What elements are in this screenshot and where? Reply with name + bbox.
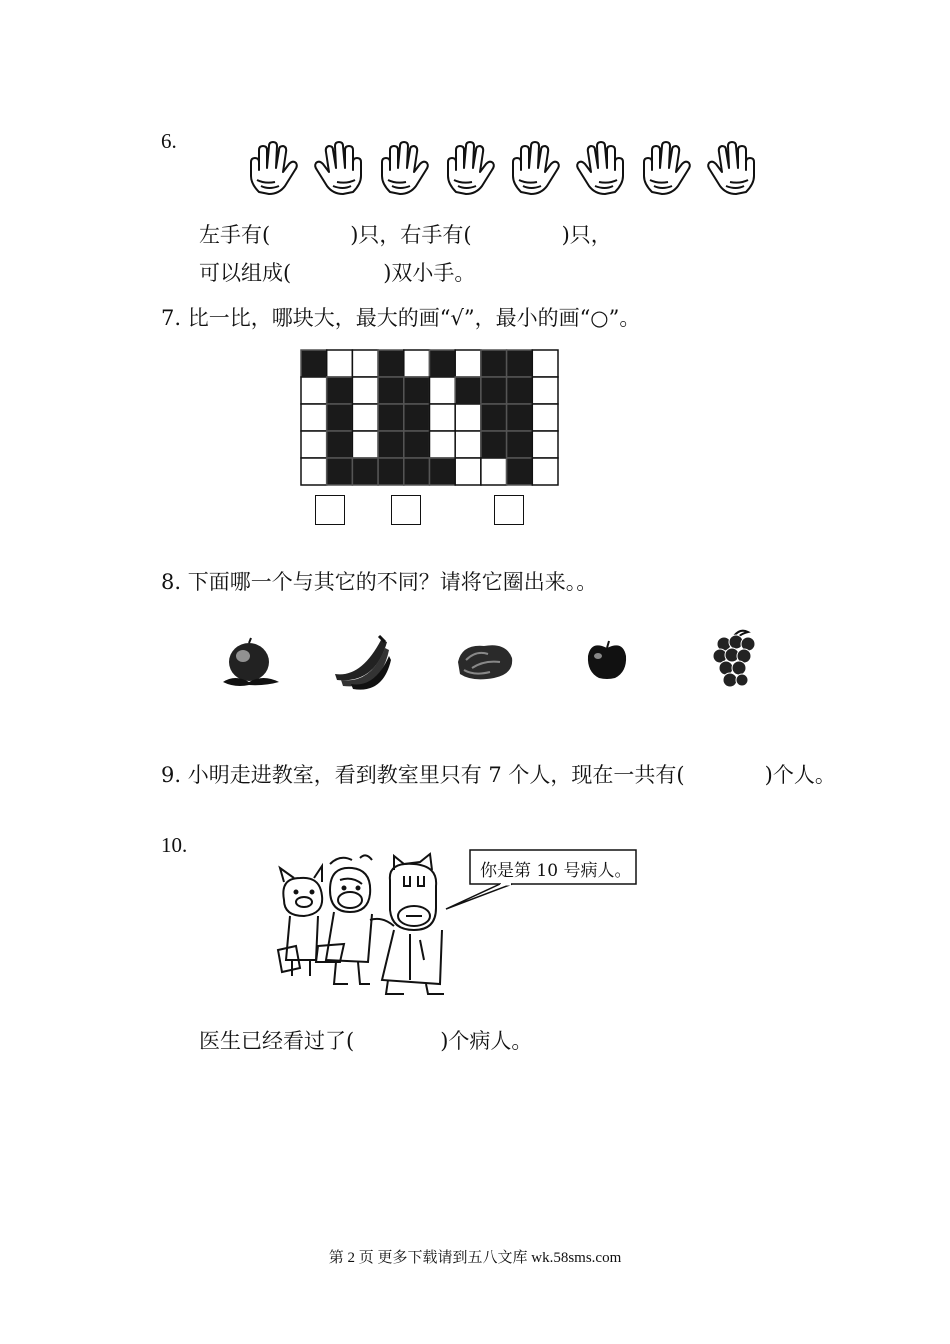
q9-text: 9. 小明走进教室，看到教室里只有 7 个人，现在一共有( [161, 763, 685, 787]
grid-cell-empty [352, 377, 378, 404]
grid-cell-empty [532, 404, 558, 431]
page-footer: 第 2 页 更多下载请到五八文库 wk.58sms.com [328, 1250, 622, 1266]
grid-cell-filled [378, 431, 404, 458]
right-hand-icon [638, 140, 694, 198]
grid-cell-empty [455, 431, 481, 458]
q10-number: 10. [161, 833, 188, 857]
q10-answer-label: 医生已经看过了( [199, 1029, 355, 1053]
grid-cell-filled [378, 404, 404, 431]
grid-cell-filled [404, 458, 430, 485]
q6-pairs-end: )双小手。 [383, 261, 476, 285]
grid-cell-empty [532, 431, 558, 458]
right-hand-icon [507, 140, 563, 198]
grid-cell-filled [327, 404, 353, 431]
speech-bubble-text: 你是第 10 号病人。 [480, 861, 632, 881]
grid-cell-empty [455, 458, 481, 485]
grid-cell-filled [481, 350, 507, 377]
q6-line-1-end: )只， [561, 223, 612, 247]
grid-cell-filled [352, 458, 378, 485]
q6-line-2 [199, 257, 475, 287]
left-hand-icon [311, 140, 367, 198]
grid-cell-filled [301, 350, 327, 377]
grid-cell-filled [507, 377, 533, 404]
grid-cell-filled [430, 350, 456, 377]
grid-cell-filled [327, 377, 353, 404]
q9-line [161, 759, 836, 789]
grid-cell-filled [404, 431, 430, 458]
left-hand-icon [573, 140, 629, 198]
grid-cell-empty [301, 458, 327, 485]
q6-pairs-label: 可以组成( [199, 261, 292, 285]
grid-cell-filled [327, 458, 353, 485]
grid-cell-filled [481, 377, 507, 404]
q8-prompt: 8. 下面哪一个与其它的不同？请将它圈出来。。 [161, 570, 598, 594]
grid-cell-empty [481, 458, 507, 485]
animals-queue-illustration [270, 850, 460, 1000]
q7-answer-box[interactable] [315, 495, 345, 525]
q7-grid [300, 349, 560, 487]
banana-icon[interactable] [331, 634, 393, 690]
grid-cell-filled [481, 404, 507, 431]
grid-cell-filled [404, 377, 430, 404]
grid-cell-empty [404, 350, 430, 377]
grid-cell-filled [507, 458, 533, 485]
grid-cell-empty [455, 350, 481, 377]
grid-cell-filled [455, 377, 481, 404]
grid-cell-filled [507, 350, 533, 377]
grid-cell-filled [507, 404, 533, 431]
grid-cell-empty [430, 377, 456, 404]
grid-cell-empty [301, 404, 327, 431]
right-hand-icon [376, 140, 432, 198]
q9-end: )个人。 [764, 763, 836, 787]
grid-cell-empty [327, 350, 353, 377]
grid-cell-empty [352, 350, 378, 377]
grid-cell-empty [430, 404, 456, 431]
grapes-icon[interactable] [712, 628, 758, 692]
right-hand-icon [442, 140, 498, 198]
grid-cell-empty [352, 404, 378, 431]
grid-cell-empty [455, 404, 481, 431]
q6-number: 6. [161, 129, 177, 153]
grid-cell-filled [327, 431, 353, 458]
q7-prompt: 7. 比一比，哪块大，最大的画“√”，最小的画“○”。 [161, 306, 641, 330]
grid-cell-empty [352, 431, 378, 458]
grid-cell-empty [301, 377, 327, 404]
grid-cell-empty [532, 458, 558, 485]
q7-answer-box[interactable] [391, 495, 421, 525]
grid-cell-empty [430, 431, 456, 458]
q6-left-hands-label: 左手有( [199, 223, 271, 247]
grid-cell-empty [301, 431, 327, 458]
apple-icon[interactable] [585, 640, 629, 680]
grid-cell-filled [378, 377, 404, 404]
q6-right-hands-label: )只，右手有( [350, 223, 472, 247]
grid-cell-empty [532, 350, 558, 377]
right-hand-icon [245, 140, 301, 198]
q10-answer-line [199, 1025, 532, 1055]
grid-cell-filled [507, 431, 533, 458]
left-hand-icon [704, 140, 760, 198]
q7-answer-box[interactable] [494, 495, 524, 525]
grid-cell-filled [378, 350, 404, 377]
grid-cell-filled [378, 458, 404, 485]
cabbage-icon[interactable] [454, 640, 516, 682]
peach-icon[interactable] [221, 638, 281, 690]
grid-cell-filled [404, 404, 430, 431]
grid-cell-filled [430, 458, 456, 485]
q6-line-1 [199, 219, 612, 249]
grid-cell-empty [532, 377, 558, 404]
q10-answer-end: )个病人。 [440, 1029, 533, 1053]
grid-cell-filled [481, 431, 507, 458]
